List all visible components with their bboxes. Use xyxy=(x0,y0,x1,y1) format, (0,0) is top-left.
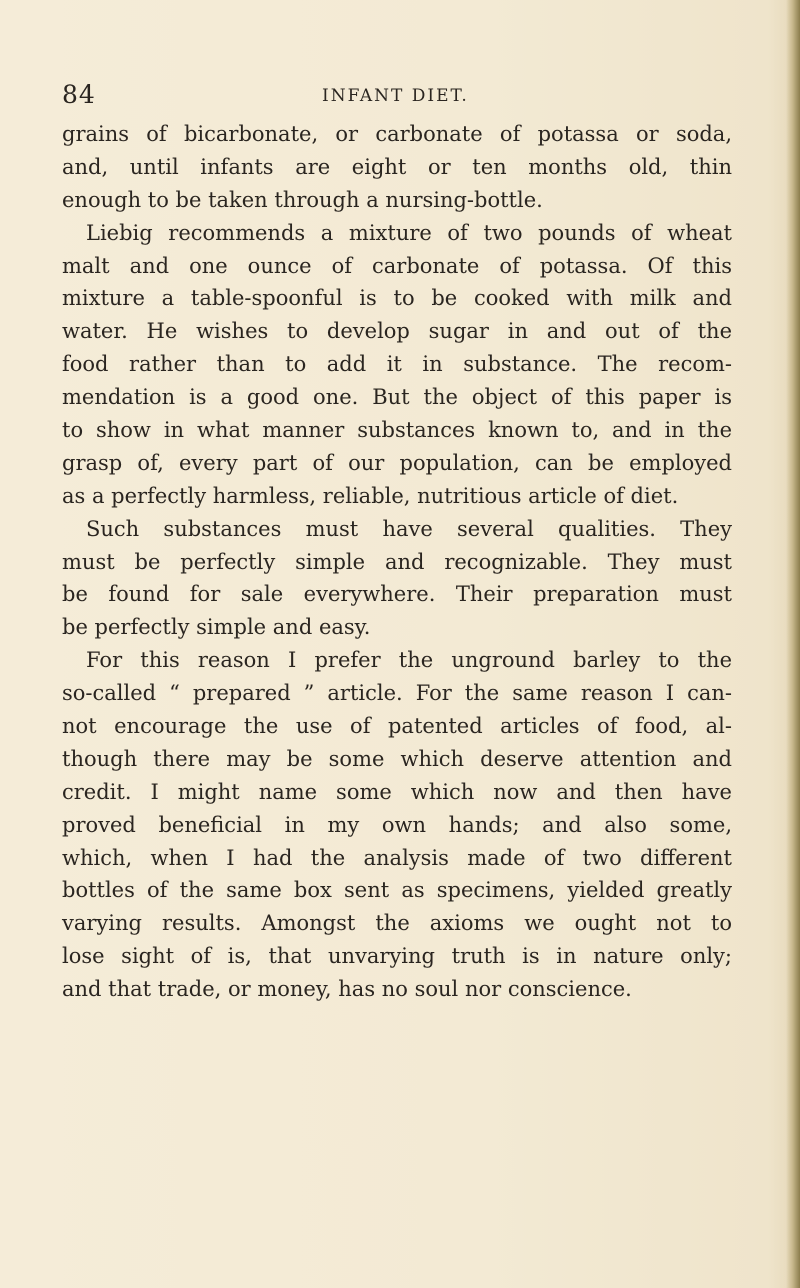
text-line: proved beneficial in my own hands; and also some, xyxy=(62,812,732,837)
text-line: as a perfectly harmless, reliable, nutritious article of diet. xyxy=(62,483,679,508)
text-line: bottles of the same box sent as specimens, yielded greatly xyxy=(62,878,732,903)
text-line: lose sight of is, that unvarying truth is in nature only; xyxy=(62,944,732,969)
page-number: 84 xyxy=(62,80,96,109)
text-line: though there may be some which deserve attention and xyxy=(62,746,732,771)
text-line: grasp of, every part of our population, can be employed xyxy=(62,450,732,475)
body-text xyxy=(62,118,732,1006)
text-line: malt and one ounce of carbonate of potassa. Of this xyxy=(62,253,732,278)
text-line: For this reason I prefer the unground barley to the xyxy=(86,648,732,673)
page-header xyxy=(62,80,732,114)
text-line: must be perfectly simple and recognizable. They must xyxy=(62,549,732,574)
text-line: enough to be taken through a nursing-bottle. xyxy=(62,187,543,212)
text-line: water. He wishes to develop sugar in and out of the xyxy=(62,319,732,344)
text-line: be perfectly simple and easy. xyxy=(62,615,371,640)
text-line: Such substances must have several qualities. They xyxy=(86,516,732,541)
text-line: so-called “ prepared ” article. For the same reason I can- xyxy=(62,681,732,706)
page-edge-shadow xyxy=(786,0,800,1288)
text-line: varying results. Amongst the axioms we ought not to xyxy=(62,911,732,936)
text-line: credit. I might name some which now and then have xyxy=(62,779,732,804)
text-line: be found for sale everywhere. Their preparation must xyxy=(62,582,732,607)
text-line: Liebig recommends a mixture of two pounds of wheat xyxy=(86,220,732,245)
text-line: mixture a table-spoonful is to be cooked with milk and xyxy=(62,286,732,311)
text-line: and, until infants are eight or ten months old, thin xyxy=(62,154,732,179)
text-line: to show in what manner substances known to, and in the xyxy=(62,418,732,443)
text-line: mendation is a good one. But the object of this paper is xyxy=(62,385,732,410)
text-line: and that trade, or money, has no soul nor conscience. xyxy=(62,977,632,1002)
text-line: not encourage the use of patented articles of food, al- xyxy=(62,714,732,739)
running-head: INFANT DIET. xyxy=(322,86,469,106)
text-line: food rather than to add it in substance. The recom- xyxy=(62,352,732,377)
text-line: grains of bicarbonate, or carbonate of potassa or soda, xyxy=(62,122,732,146)
text-line: which, when I had the analysis made of two different xyxy=(62,845,732,870)
